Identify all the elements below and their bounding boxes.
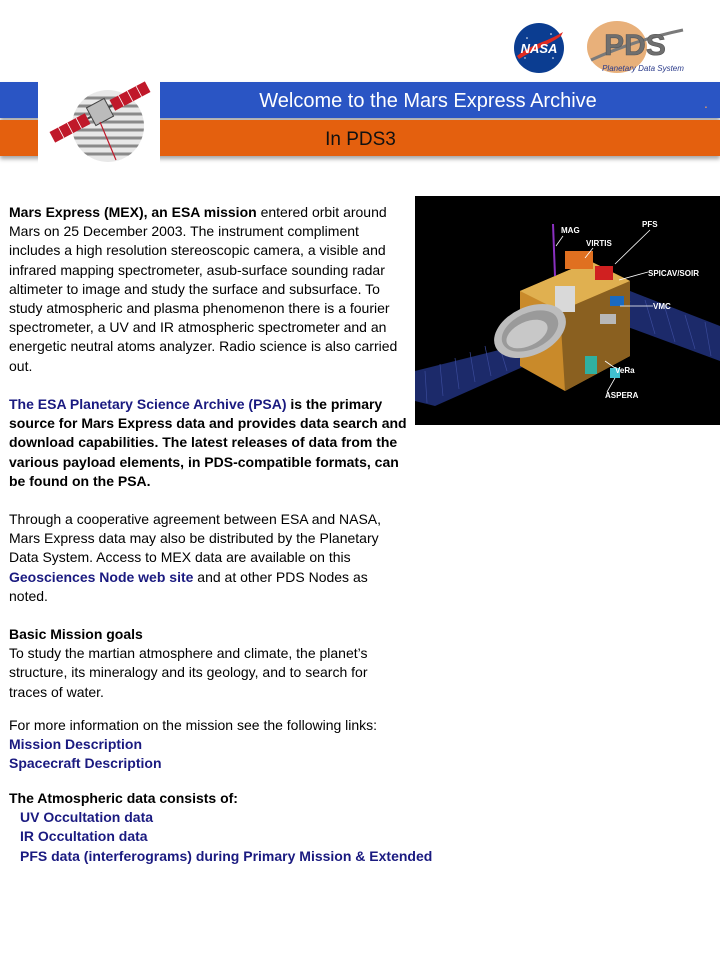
atmospheric-heading: The Atmospheric data consists of: xyxy=(9,790,238,806)
spacecraft-illustration xyxy=(415,196,720,425)
mission-goals xyxy=(9,625,409,702)
intro-paragraph xyxy=(9,203,406,376)
more-info-text: For more information on the mission see the following links: xyxy=(9,717,378,733)
pds-logo[interactable] xyxy=(585,20,685,78)
cooperation-paragraph xyxy=(9,510,409,606)
spacecraft-image xyxy=(415,196,720,425)
goals-text: To study the martian atmosphere and climate, the planet’s structure, its mineralogy and its geology, and to search for traces of water. xyxy=(9,645,368,700)
page-title: Welcome to the Mars Express Archive xyxy=(259,90,597,112)
pds-logo-subtext: Planetary Data System xyxy=(602,64,684,73)
label-vmc: VMC xyxy=(653,302,671,311)
psa-link[interactable]: The ESA Planetary Science Archive (PSA) xyxy=(9,396,287,412)
banner-dot: . xyxy=(704,95,708,111)
nasa-logo[interactable] xyxy=(513,22,565,74)
psa-paragraph xyxy=(9,395,409,491)
label-vera: VeRa xyxy=(615,366,635,375)
label-virtis: VIRTIS xyxy=(586,239,612,248)
nasa-logo-text: NASA xyxy=(520,41,558,56)
atmospheric-data xyxy=(9,789,469,866)
more-info xyxy=(9,716,429,774)
label-spicav-soir: SPICAV/SOIR xyxy=(648,269,699,278)
cooperation-text: Through a cooperative agreement between ESA and NASA, Mars Express data may also be distributed by the Planetary Data System. Access to MEX data are available on this xyxy=(9,511,382,566)
label-mag: MAG xyxy=(561,226,580,235)
label-aspera: ASPERA xyxy=(605,391,639,400)
mission-description-link[interactable]: Mission Description xyxy=(9,736,143,753)
label-pfs: PFS xyxy=(642,220,658,229)
spacecraft-description-link[interactable]: Spacecraft Description xyxy=(9,755,162,772)
psa-text: is the primary source for Mars Express data and provides data search and download capabilities. The latest releases of data from the various payload elements, in PDS-compatible formats, can be found on the PSA. xyxy=(9,396,407,489)
mission-logo-graphic xyxy=(38,64,160,164)
ir-occultation-link[interactable]: IR Occultation data xyxy=(20,828,148,845)
geosciences-node-link[interactable]: Geosciences Node web site xyxy=(9,568,194,585)
uv-occultation-link[interactable]: UV Occultation data xyxy=(20,809,154,826)
goals-heading: Basic Mission goals xyxy=(9,626,143,642)
intro-text: entered orbit around Mars on 25 December 2003. The instrument compliment includes a high resolution stereoscopic camera, a visible and infrared mapping spectrometer, asub-surface sounding radar altimeter to image and study the surface and subsurface. To study atmospheric and plasma phenomenon there is a fourier spectrometer, a UV and IR atmospheric spectrometer and an energetic neutral atoms analyzer. Radio science is also carried out. xyxy=(9,204,398,374)
cooperation-text-after: and at other PDS Nodes as noted. xyxy=(9,568,368,604)
intro-bold-lead: Mars Express (MEX), an ESA mission xyxy=(9,204,257,220)
mission-logo xyxy=(38,64,160,164)
page-subtitle: In PDS3 xyxy=(325,129,396,150)
pds-logo-text: PDS xyxy=(604,29,666,62)
pfs-data-link[interactable]: PFS data (interferograms) during Primary Mission & Extended xyxy=(20,847,433,864)
